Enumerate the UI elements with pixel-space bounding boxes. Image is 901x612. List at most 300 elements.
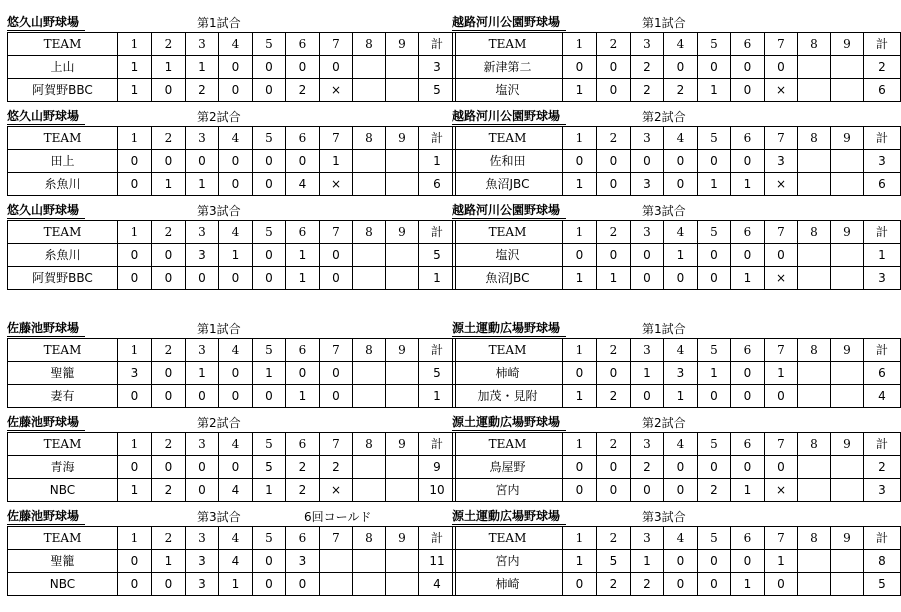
- total-score: 4: [864, 385, 901, 408]
- total-score: 3: [864, 267, 901, 290]
- inning-header: 5: [253, 127, 286, 150]
- header-row: [453, 339, 901, 362]
- inning-score: 0: [118, 550, 152, 573]
- total-header: 計: [419, 221, 456, 244]
- inning-header: 8: [353, 433, 386, 456]
- score-table: [452, 338, 901, 408]
- inning-header: 2: [152, 221, 186, 244]
- inning-score: 1: [152, 173, 186, 196]
- inning-header: 5: [253, 33, 286, 56]
- header-row: [453, 221, 901, 244]
- inning-score: [353, 456, 386, 479]
- total-header: 計: [864, 527, 901, 550]
- inning-score: 0: [219, 267, 253, 290]
- inning-score: 1: [118, 479, 152, 502]
- inning-header: 6: [286, 433, 320, 456]
- inning-score: 0: [597, 456, 631, 479]
- inning-score: 0: [152, 456, 186, 479]
- block-header: [452, 508, 880, 526]
- inning-score: 0: [253, 173, 286, 196]
- inning-score: [353, 267, 386, 290]
- inning-header: 2: [597, 433, 631, 456]
- inning-score: [831, 173, 864, 196]
- inning-score: 5: [253, 456, 286, 479]
- header-row: [8, 433, 456, 456]
- inning-score: 0: [118, 456, 152, 479]
- team-column-header: TEAM: [453, 339, 563, 362]
- inning-score: 0: [698, 244, 731, 267]
- block-header: [7, 508, 435, 526]
- inning-header: 2: [152, 127, 186, 150]
- team-name: 阿賀野BBC: [8, 79, 118, 102]
- inning-score: 1: [286, 244, 320, 267]
- inning-header: 3: [631, 433, 664, 456]
- inning-score: 0: [286, 573, 320, 596]
- game-number: 第2試合: [197, 416, 241, 430]
- inning-header: 4: [664, 127, 698, 150]
- inning-score: 0: [253, 550, 286, 573]
- inning-score: [798, 550, 831, 573]
- inning-score: [798, 56, 831, 79]
- inning-score: [386, 150, 419, 173]
- inning-header: 5: [253, 433, 286, 456]
- inning-score: [798, 150, 831, 173]
- inning-header: 8: [353, 339, 386, 362]
- inning-score: ×: [320, 479, 353, 502]
- inning-score: 0: [631, 267, 664, 290]
- inning-score: [831, 479, 864, 502]
- inning-score: 0: [253, 244, 286, 267]
- inning-score: 0: [698, 267, 731, 290]
- inning-score: 1: [731, 479, 765, 502]
- score-table: [452, 126, 901, 196]
- score-table: [7, 32, 456, 102]
- inning-score: 0: [631, 385, 664, 408]
- total-score: 6: [864, 173, 901, 196]
- inning-header: 6: [731, 33, 765, 56]
- venue-name: 佐藤池野球場: [7, 509, 85, 525]
- venue-name: 越路河川公園野球場: [452, 15, 566, 31]
- venue-name: 越路河川公園野球場: [452, 109, 566, 125]
- score-table: [7, 338, 456, 408]
- inning-score: 0: [664, 456, 698, 479]
- inning-header: 2: [152, 33, 186, 56]
- inning-header: 4: [219, 127, 253, 150]
- inning-score: 0: [253, 267, 286, 290]
- team-row: [8, 362, 456, 385]
- game-number: 第1試合: [197, 16, 241, 30]
- inning-score: 1: [152, 56, 186, 79]
- inning-score: 0: [563, 456, 597, 479]
- inning-score: 1: [698, 79, 731, 102]
- team-column-header: TEAM: [8, 527, 118, 550]
- inning-score: [831, 79, 864, 102]
- game-number: 第1試合: [642, 322, 686, 336]
- inning-header: 5: [253, 221, 286, 244]
- inning-score: [831, 362, 864, 385]
- inning-score: 1: [563, 267, 597, 290]
- team-row: [8, 479, 456, 502]
- inning-header: 1: [118, 33, 152, 56]
- inning-score: 1: [253, 362, 286, 385]
- inning-score: 0: [186, 150, 219, 173]
- scoreboard-block: [452, 14, 888, 102]
- inning-header: 8: [798, 433, 831, 456]
- inning-score: 1: [765, 550, 798, 573]
- inning-score: 1: [563, 385, 597, 408]
- team-name: 妻有: [8, 385, 118, 408]
- inning-score: 3: [186, 573, 219, 596]
- inning-header: 1: [563, 127, 597, 150]
- inning-header: 6: [286, 221, 320, 244]
- inning-header: 6: [731, 127, 765, 150]
- inning-score: [386, 56, 419, 79]
- block-header: [7, 108, 435, 126]
- inning-score: 0: [731, 456, 765, 479]
- inning-header: 2: [152, 433, 186, 456]
- inning-score: 0: [253, 573, 286, 596]
- inning-header: 5: [698, 339, 731, 362]
- team-name: 宮内: [453, 550, 563, 573]
- team-row: [8, 267, 456, 290]
- score-table: [452, 220, 901, 290]
- team-row: [8, 244, 456, 267]
- game-number: 第3試合: [642, 204, 686, 218]
- team-column-header: TEAM: [8, 221, 118, 244]
- inning-score: [386, 173, 419, 196]
- inning-score: 1: [118, 79, 152, 102]
- inning-score: 0: [118, 267, 152, 290]
- inning-score: 3: [631, 173, 664, 196]
- team-row: [453, 456, 901, 479]
- inning-header: 7: [765, 433, 798, 456]
- total-score: 5: [419, 244, 456, 267]
- inning-header: 4: [664, 221, 698, 244]
- team-name: 糸魚川: [8, 244, 118, 267]
- inning-score: [831, 56, 864, 79]
- inning-score: 2: [631, 79, 664, 102]
- score-table: [7, 126, 456, 196]
- total-score: 5: [864, 573, 901, 596]
- inning-score: 0: [186, 267, 219, 290]
- team-name: 柿崎: [453, 362, 563, 385]
- inning-header: 7: [320, 127, 353, 150]
- inning-score: [353, 362, 386, 385]
- block-header: [7, 202, 435, 220]
- inning-header: 8: [353, 33, 386, 56]
- venue-name: 源土運動広場野球場: [452, 415, 566, 431]
- venue-name: 悠久山野球場: [7, 109, 85, 125]
- total-score: 11: [419, 550, 456, 573]
- inning-score: 0: [286, 56, 320, 79]
- inning-header: 3: [631, 339, 664, 362]
- inning-score: 2: [664, 79, 698, 102]
- team-row: [453, 79, 901, 102]
- inning-header: 6: [286, 339, 320, 362]
- inning-score: 0: [219, 362, 253, 385]
- inning-score: [386, 456, 419, 479]
- inning-score: 0: [597, 244, 631, 267]
- inning-header: 5: [698, 33, 731, 56]
- inning-header: 1: [563, 433, 597, 456]
- inning-score: 1: [118, 56, 152, 79]
- inning-score: [798, 573, 831, 596]
- team-row: [8, 150, 456, 173]
- inning-score: [320, 573, 353, 596]
- inning-score: 1: [253, 479, 286, 502]
- inning-header: 8: [798, 33, 831, 56]
- total-score: 6: [864, 362, 901, 385]
- inning-score: 0: [563, 244, 597, 267]
- total-header: 計: [864, 127, 901, 150]
- team-name: 聖籠: [8, 362, 118, 385]
- inning-score: 1: [219, 573, 253, 596]
- header-row: [8, 127, 456, 150]
- inning-score: [798, 244, 831, 267]
- team-row: [453, 173, 901, 196]
- inning-score: 2: [152, 479, 186, 502]
- inning-score: 1: [186, 173, 219, 196]
- inning-score: 5: [597, 550, 631, 573]
- inning-header: 7: [320, 339, 353, 362]
- inning-header: 8: [798, 221, 831, 244]
- inning-score: 0: [765, 385, 798, 408]
- inning-score: 0: [563, 56, 597, 79]
- inning-header: 9: [386, 127, 419, 150]
- inning-score: 2: [631, 456, 664, 479]
- inning-score: 0: [698, 456, 731, 479]
- team-row: [453, 267, 901, 290]
- inning-score: 1: [731, 173, 765, 196]
- inning-score: [353, 244, 386, 267]
- total-score: 3: [864, 479, 901, 502]
- inning-score: 0: [597, 173, 631, 196]
- inning-header: 7: [320, 527, 353, 550]
- inning-header: 4: [219, 339, 253, 362]
- inning-header: 5: [698, 527, 731, 550]
- inning-score: 0: [597, 56, 631, 79]
- team-name: 魚沼JBC: [453, 267, 563, 290]
- inning-score: 3: [118, 362, 152, 385]
- total-header: 計: [864, 221, 901, 244]
- inning-score: 0: [698, 385, 731, 408]
- inning-header: 8: [353, 127, 386, 150]
- inning-score: [386, 385, 419, 408]
- inning-score: [386, 267, 419, 290]
- score-table: [452, 432, 901, 502]
- inning-score: [386, 573, 419, 596]
- score-table: [7, 432, 456, 502]
- team-name: 糸魚川: [8, 173, 118, 196]
- total-score: 2: [864, 56, 901, 79]
- inning-header: 7: [765, 33, 798, 56]
- inning-header: 1: [118, 339, 152, 362]
- inning-score: 0: [597, 79, 631, 102]
- team-name: 聖籠: [8, 550, 118, 573]
- inning-header: 7: [320, 221, 353, 244]
- team-row: [8, 385, 456, 408]
- inning-score: 0: [563, 573, 597, 596]
- scoreboard-block: [7, 414, 445, 502]
- total-score: 4: [419, 573, 456, 596]
- inning-header: 8: [353, 221, 386, 244]
- total-header: 計: [864, 339, 901, 362]
- inning-header: 3: [631, 527, 664, 550]
- inning-score: 2: [320, 456, 353, 479]
- team-column-header: TEAM: [8, 127, 118, 150]
- inning-score: 2: [286, 479, 320, 502]
- inning-score: 0: [152, 150, 186, 173]
- team-row: [453, 385, 901, 408]
- inning-header: 3: [186, 221, 219, 244]
- inning-score: 0: [320, 267, 353, 290]
- team-name: 柿崎: [453, 573, 563, 596]
- inning-score: 0: [698, 550, 731, 573]
- inning-score: 0: [186, 385, 219, 408]
- team-column-header: TEAM: [453, 527, 563, 550]
- inning-header: 4: [219, 527, 253, 550]
- inning-header: 1: [118, 433, 152, 456]
- team-row: [453, 150, 901, 173]
- inning-header: 4: [664, 527, 698, 550]
- total-score: 1: [419, 385, 456, 408]
- inning-header: 9: [386, 33, 419, 56]
- inning-score: 0: [731, 79, 765, 102]
- team-name: 鳥屋野: [453, 456, 563, 479]
- inning-score: [798, 479, 831, 502]
- inning-score: 0: [664, 550, 698, 573]
- block-header: [7, 320, 435, 338]
- inning-header: 9: [386, 221, 419, 244]
- inning-score: [353, 385, 386, 408]
- scoreboard-block: [452, 320, 888, 408]
- game-number: 第3試合: [197, 510, 241, 524]
- inning-score: 2: [631, 56, 664, 79]
- inning-header: 6: [731, 339, 765, 362]
- team-column-header: TEAM: [8, 433, 118, 456]
- inning-header: 9: [831, 221, 864, 244]
- venue-name: 佐藤池野球場: [7, 321, 85, 337]
- inning-header: 6: [731, 433, 765, 456]
- inning-header: 4: [219, 433, 253, 456]
- header-row: [453, 127, 901, 150]
- inning-header: 3: [186, 339, 219, 362]
- inning-header: 2: [152, 527, 186, 550]
- team-row: [453, 573, 901, 596]
- inning-score: [798, 456, 831, 479]
- inning-score: 3: [186, 550, 219, 573]
- inning-score: 0: [597, 362, 631, 385]
- block-header: [452, 14, 880, 32]
- inning-score: 0: [698, 56, 731, 79]
- inning-header: 5: [698, 127, 731, 150]
- total-header: 計: [419, 433, 456, 456]
- inning-score: ×: [765, 173, 798, 196]
- inning-score: ×: [320, 173, 353, 196]
- inning-score: 4: [286, 173, 320, 196]
- team-column-header: TEAM: [453, 127, 563, 150]
- inning-score: 0: [731, 150, 765, 173]
- inning-header: 5: [698, 433, 731, 456]
- inning-score: 0: [152, 362, 186, 385]
- inning-score: 0: [219, 150, 253, 173]
- team-column-header: TEAM: [453, 221, 563, 244]
- total-header: 計: [419, 33, 456, 56]
- inning-score: 3: [664, 362, 698, 385]
- inning-header: 1: [563, 221, 597, 244]
- inning-score: 1: [765, 362, 798, 385]
- inning-score: 1: [563, 79, 597, 102]
- inning-header: 7: [765, 221, 798, 244]
- score-table: [7, 220, 456, 290]
- inning-score: 0: [186, 456, 219, 479]
- inning-score: [831, 150, 864, 173]
- inning-header: 3: [631, 127, 664, 150]
- inning-header: 2: [597, 527, 631, 550]
- scoreboard-block: [7, 108, 443, 196]
- inning-score: 0: [563, 362, 597, 385]
- inning-score: 2: [597, 385, 631, 408]
- game-note: 6回コールド: [304, 510, 372, 524]
- inning-score: 4: [219, 550, 253, 573]
- inning-score: 0: [320, 56, 353, 79]
- inning-score: 0: [253, 385, 286, 408]
- inning-score: 0: [664, 479, 698, 502]
- inning-score: 0: [118, 244, 152, 267]
- block-header: [452, 414, 880, 432]
- venue-name: 源土運動広場野球場: [452, 321, 566, 337]
- inning-header: 8: [798, 339, 831, 362]
- inning-score: 1: [186, 362, 219, 385]
- team-row: [8, 456, 456, 479]
- block-header: [452, 202, 880, 220]
- header-row: [453, 433, 901, 456]
- block-header: [7, 14, 435, 32]
- inning-header: 8: [798, 127, 831, 150]
- inning-header: 9: [386, 339, 419, 362]
- team-name: NBC: [8, 479, 118, 502]
- inning-score: 0: [563, 479, 597, 502]
- inning-header: 6: [286, 127, 320, 150]
- total-score: 1: [419, 150, 456, 173]
- inning-score: 0: [152, 79, 186, 102]
- inning-score: 0: [286, 150, 320, 173]
- inning-score: 3: [286, 550, 320, 573]
- inning-score: 1: [597, 267, 631, 290]
- header-row: [453, 33, 901, 56]
- team-name: 上山: [8, 56, 118, 79]
- scoreboard-block: [452, 202, 888, 290]
- game-number: 第1試合: [642, 16, 686, 30]
- scoreboard-block: [452, 508, 888, 596]
- inning-score: [798, 267, 831, 290]
- inning-score: [353, 150, 386, 173]
- inning-score: 1: [563, 550, 597, 573]
- team-name: NBC: [8, 573, 118, 596]
- inning-score: [831, 456, 864, 479]
- venue-name: 源土運動広場野球場: [452, 509, 566, 525]
- team-name: 宮内: [453, 479, 563, 502]
- inning-score: 0: [118, 173, 152, 196]
- inning-score: [798, 385, 831, 408]
- inning-score: 0: [320, 244, 353, 267]
- inning-score: [353, 173, 386, 196]
- team-name: 青海: [8, 456, 118, 479]
- inning-score: [386, 550, 419, 573]
- block-header: [452, 320, 880, 338]
- team-row: [8, 79, 456, 102]
- inning-score: 0: [664, 150, 698, 173]
